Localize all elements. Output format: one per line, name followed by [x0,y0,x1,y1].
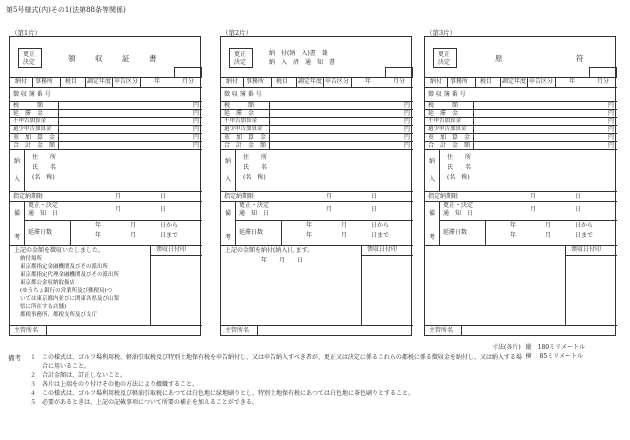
page3-col-nen: 年 [569,78,576,85]
page3-shukan: 主管所名 [429,327,454,334]
page3-label: （第3片） [426,29,457,37]
page2-header-kosei: 更正 [234,51,247,58]
page2-fushinkoku: 不申告加算金 [224,118,258,124]
page2-header-box [229,48,253,68]
remarks [30,353,630,407]
page2-shitei-hi: 日 [371,193,378,200]
page3-kikan-kara: 日から [575,222,594,229]
page1-kosei: 更正・決定 [28,202,59,209]
page2-kikan-nen2: 年 [306,232,313,239]
page1-text-2: 東京都指定金融機関及びその派出所 [20,264,109,270]
page1-text-4: 東京都公金収納取扱店 [20,280,76,286]
page2-kikan-kara: 日から [371,222,390,229]
page1-kasho: 過少申告加算金 [13,126,52,132]
page3-col-tsukibun: 月分 [597,78,610,85]
page1-col-nen: 年 [154,78,161,85]
page1-text-8: 都税事務所、都税支所及び支庁 [20,312,98,318]
page3-kikan-nen2: 年 [510,232,517,239]
page1-entai-kikan: 延滞日数 [28,229,53,236]
page2-stamp-label: 領収日付印 [367,246,398,253]
page1-kikan-nen2: 年 [95,232,102,239]
page2-col-shinkoku: 申告区分 [325,78,350,85]
page3-col-nenpu: 納付 [430,78,443,85]
page1-fushinkoku: 不申告加算金 [13,118,47,124]
page2-header-kettei: 決定 [234,59,247,66]
page3-col-zeimoku: 税目 [480,78,493,85]
page3-gaku: 税 額 [428,102,459,109]
page2-ko: 考 [225,234,232,241]
page1-kikan-nen1: 年 [95,222,102,229]
page2-meisho: (名 称) [243,174,266,181]
page2-bi: 備 [225,210,232,217]
page2-jusho: 住 所 [243,154,268,161]
page1-corner-box [174,67,202,77]
page2-yen-6: 円 [404,142,411,149]
page1-kikan-getsu2: 月 [130,232,137,239]
page3-tsuchi: 通 知 日 [443,210,474,217]
page2-kikan-made: 日まで [371,232,390,239]
page1-shitei: 指定納期限 [13,193,44,200]
page1-shukan: 主管所名 [14,327,39,334]
page1-col-tsukibun: 月分 [182,78,195,85]
page3-tsuchi-getsu: 月 [530,206,537,213]
page3-shitei: 指定納期限 [428,193,459,200]
page3-kikan-nen1: 年 [510,222,517,229]
page1-text-1: 納付場所 [20,256,43,262]
page3-gokei: 合 計 金 額 [428,142,471,149]
page3-entai: 延 滞 金 [428,110,459,117]
page2-label: （第2片） [222,29,253,37]
page2-yen-4: 円 [404,126,411,133]
page3-header-kettei: 決定 [438,59,451,66]
page2-kikan-getsu1: 月 [341,222,348,229]
page1-shimei: 氏 名 [32,164,57,171]
page2-nyu: 入 [225,176,232,183]
page2-col-zeimoku: 税目 [276,78,289,85]
page1-entai: 延 滞 金 [13,110,44,117]
page2-shimei: 氏 名 [243,164,268,171]
page2-yen-1: 円 [404,102,411,109]
page2-yen-3: 円 [404,118,411,125]
page3-jusho: 住 所 [447,154,472,161]
page2-kasho: 過少申告加算金 [224,126,263,132]
page3-shitei-getsu: 月 [530,193,537,200]
page3-yen-2: 円 [608,110,615,117]
page2-choshu: 徴 収 簿 番 号 [224,91,262,98]
page3-fushinkoku: 不申告加算金 [428,118,462,124]
page3-original [424,36,616,336]
page2-juka: 重 加 算 金 [224,134,267,141]
page2-kikan-nen1: 年 [306,222,313,229]
page3-nyu: 入 [429,176,436,183]
page1-text-5: (ゆうちょ銀行の営業所及び郵便局(つ [20,288,113,294]
page3-yen-1: 円 [608,102,615,109]
page2-gaku: 税 額 [224,102,255,109]
page1-yen-5: 円 [193,134,200,141]
page3-kasho: 過少申告加算金 [428,126,467,132]
page3-shitei-hi: 日 [575,193,582,200]
page1-yen-4: 円 [193,126,200,133]
page1-choshu: 徴 収 簿 番 号 [13,91,51,98]
page3-kikan-made: 日まで [575,232,594,239]
page1-text-6: いては東京都内並びに関東各県及び山梨 [20,296,120,302]
page1-gokei: 合 計 金 額 [13,142,56,149]
page2-shukan: 主管所名 [225,327,250,334]
page3-choshu: 徴 収 簿 番 号 [428,91,466,98]
page3-yen-5: 円 [608,134,615,141]
page3-bi: 備 [429,210,436,217]
page1-meisho: (名 称) [32,174,55,181]
page1-label: （第1片） [11,29,42,37]
page2-col-tsukibun: 月分 [393,78,406,85]
page3-yen-3: 円 [608,118,615,125]
page1-doc-title: 領 収 証 書 [68,54,163,63]
page1-tsuchi: 通 知 日 [28,210,59,217]
size-note-label: 寸法(各片) [492,344,521,351]
page2-entai-kikan: 延滞日数 [239,229,264,236]
size-note-line2: 横 85ミリメートル [525,353,584,360]
remark-1: １ この様式は、ゴルフ場利用税、軽油引取税及び特別土地保有税を申告納付し、又は申告納入すべき者が、更正又は決定に係るこれらの都税に係る徴収金を納付し、又は納入する場 [30,354,522,361]
page3-ko: 考 [429,234,436,241]
page3-yen-4: 円 [608,126,615,133]
page2-yen-2: 円 [404,110,411,117]
page1-col-zeimoku: 税目 [65,78,78,85]
page2-doc-title-2: 納 入 済 通 知 書 [269,59,336,66]
page1-kikan-getsu1: 月 [130,222,137,229]
page1-text-7: 県に所在する店舗) [20,304,67,310]
page1-text-0: 上記の金額を徴収いたしました。 [14,247,105,254]
page1-nyu: 入 [14,176,21,183]
remark-5: ５ 必要があるときは、上記の記載事項について所要の補正を加えることができる。 [30,399,258,406]
page3-col-jimusho: 事務所 [450,78,469,85]
page1-shitei-hi: 日 [160,193,167,200]
page1-tsuchi-hi: 日 [160,206,167,213]
page2-shitei-getsu: 月 [326,193,333,200]
page2-date: 年 月 日 [261,257,304,264]
page1-col-jimusho: 事務所 [35,78,54,85]
page3-header-kosei: 更正 [438,51,451,58]
page3-meisho: (名 称) [447,174,470,181]
page2-tsuchi-getsu: 月 [326,206,333,213]
page3-col-nendo: 調定年度 [502,78,527,85]
page1-tsuchi-getsu: 月 [115,206,122,213]
page1-col-shinkoku: 申告区分 [114,78,139,85]
page2-col-jimusho: 事務所 [246,78,265,85]
page2-entai: 延 滞 金 [224,110,255,117]
page2-col-nenpu: 納付 [226,78,239,85]
page3-shimei: 氏 名 [447,164,472,171]
page1-yen-3: 円 [193,118,200,125]
page1-col-nendo: 調定年度 [87,78,112,85]
page2-nou: 納 [225,158,232,165]
page1-header-box [18,48,42,68]
page1-gaku: 税 額 [13,102,44,109]
page3-corner-box [589,67,617,77]
page2-corner-box [385,67,413,77]
page1-ko: 考 [14,234,21,241]
page3-kikan-getsu1: 月 [545,222,552,229]
page1-header-kosei: 更正 [23,51,36,58]
remark-4: ４ この様式は、ゴルフ場利用税及び軽油引取税にあつては白色地に緑地刷りとし、特別土地保有税にあつては白色地に茶色刷りとすること。 [30,390,415,397]
page1-yen-2: 円 [193,110,200,117]
remark-2: ２ 合計金額は、訂正しないこと。 [30,372,127,379]
page1-header-kettei: 決定 [23,59,36,66]
page1-stamp-label: 領収日付印 [156,246,187,253]
page2-kikan-getsu2: 月 [341,232,348,239]
page2-gokei: 合 計 金 額 [224,142,267,149]
page1-yen-1: 円 [193,102,200,109]
remark-1-cont: 合に用いること。 [30,363,91,370]
page3-entai-kikan: 延滞日数 [443,229,468,236]
page3-juka: 重 加 算 金 [428,134,471,141]
page3-doc-title: 原 符 [495,54,590,63]
page1-kikan-made: 日まで [160,232,179,239]
page1-nou: 納 [14,158,21,165]
remark-3: ３ 各片は上端をのり付けその他の方法により綴織すること。 [30,381,199,388]
page1-shitei-getsu: 月 [115,193,122,200]
page1-juka: 重 加 算 金 [13,134,56,141]
page3-tsuchi-hi: 日 [575,206,582,213]
page2-doc-title-1: 納 付(納 入)書 兼 [269,50,328,57]
page2-tsuchi: 通 知 日 [239,210,270,217]
page1-text-3: 東京都指定代理金融機関及びその派出所 [20,272,120,278]
page2-kosei: 更正・決定 [239,202,270,209]
page1-yen-6: 円 [193,142,200,149]
page3-stamp-label: 領収日付印 [571,246,602,253]
size-note-line1: 縦 180ミリメートル [525,344,585,351]
page2-text: 上記の金額を納付(納入)します。 [225,247,314,254]
page3-col-shinkoku: 申告区分 [529,78,554,85]
page2-col-nen: 年 [365,78,372,85]
page2-yen-5: 円 [404,134,411,141]
page3-header-box [433,48,457,68]
page1-col-nenpu: 納付 [15,78,28,85]
page2-tsuchi-hi: 日 [371,206,378,213]
page1-jusho: 住 所 [32,154,57,161]
page2-payment-slip [220,36,412,336]
page1-bi: 備 [14,210,21,217]
form-title: 第5号様式(内)その1(法第88条等関係) [6,6,126,14]
page1-receipt [9,36,201,336]
page3-yen-6: 円 [608,142,615,149]
page2-col-nendo: 調定年度 [298,78,323,85]
page3-nou: 納 [429,158,436,165]
page3-kosei: 更正・決定 [443,202,474,209]
remarks-label: 備考 [8,354,21,362]
page2-shitei: 指定納期限 [224,193,255,200]
page3-kikan-getsu2: 月 [545,232,552,239]
page1-kikan-kara: 日から [160,222,179,229]
